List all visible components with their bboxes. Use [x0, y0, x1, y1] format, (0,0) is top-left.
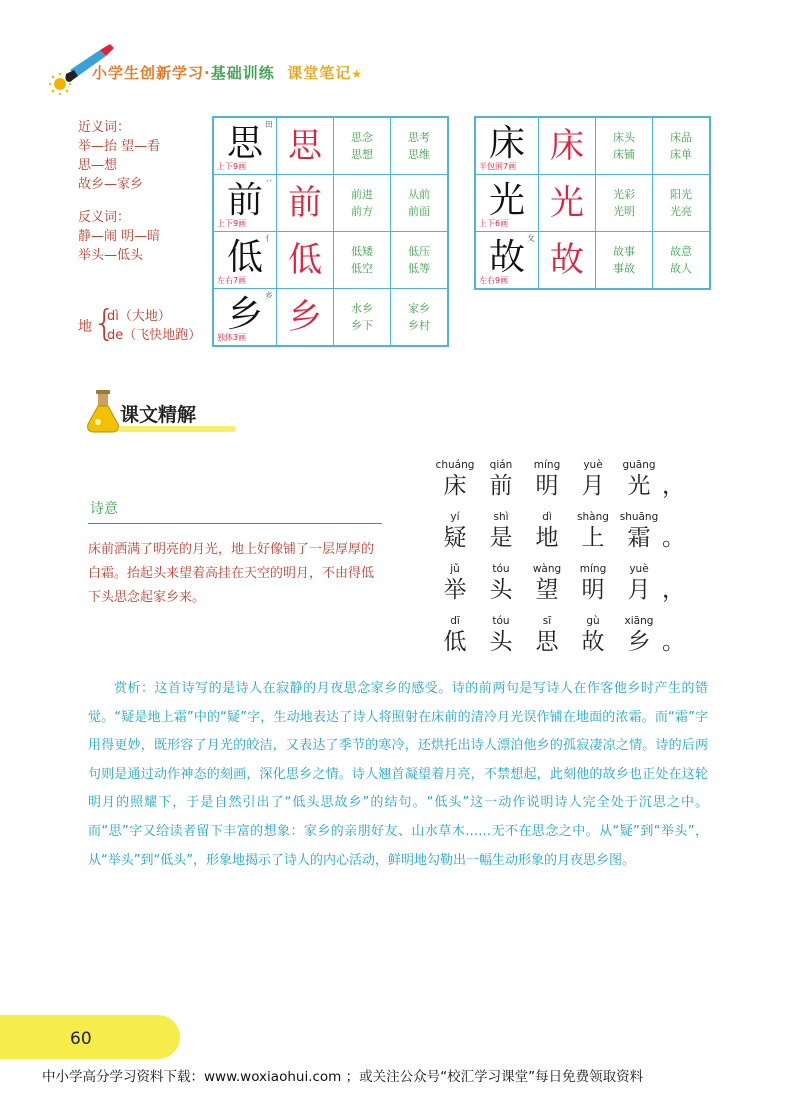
poem-char: 床	[443, 473, 467, 499]
poem-char: 故	[581, 629, 605, 655]
vocab-char: 前	[226, 180, 263, 221]
pinyin: gù	[586, 615, 600, 627]
pinyin: xiāng	[624, 615, 654, 627]
vocab-char: 低	[226, 237, 263, 278]
page-number: 60	[70, 1029, 92, 1049]
vocab-word: 前面	[408, 205, 430, 218]
poem-char: 上	[581, 525, 605, 551]
poem-char: 是	[489, 525, 513, 551]
antonym-line: 静—闹 明—暗	[78, 229, 161, 244]
pinyin: qián	[489, 459, 513, 471]
poem	[432, 458, 686, 666]
radical-mark: 乡	[265, 291, 273, 300]
radical-mark: 田	[265, 120, 273, 129]
vocab-word: 乡下	[351, 319, 373, 332]
section-title: 课文精解	[120, 404, 197, 426]
poem-line	[432, 510, 686, 562]
char-structure: 左右9画	[479, 276, 509, 285]
reading-line: de（飞快地跑）	[107, 328, 202, 343]
char-structure: 左右7画	[217, 276, 247, 285]
vocab-char: 床	[488, 123, 525, 164]
vocab-char: 故	[488, 237, 525, 278]
vocab-word: 思维	[408, 148, 430, 161]
char-structure: 上下9画	[217, 219, 247, 228]
poem-char: 头	[489, 629, 513, 655]
poem-line	[432, 458, 686, 510]
vocab-char-red: 床	[550, 126, 584, 166]
pinyin: shì	[493, 511, 509, 523]
vocab-grid-right	[474, 116, 711, 290]
poem-char: 头	[489, 577, 513, 603]
radical-mark: 丷	[265, 177, 273, 186]
analysis-text: 赏析：这首诗写的是诗人在寂静的月夜思念家乡的感受。诗的前两句是写诗人在作客他乡时产生的错觉。“疑是地上霜”中的“疑”字，生动地表达了诗人将照射在床前的清冷月光误作铺在地面的浓霜。而“霜”字用得更妙，既形容了月光的皎洁，又表达了季节的寒冷，还烘托出诗人漂泊他乡的孤寂凄凉之情。诗的后两句则是通过动作神态的刻画，深化思乡之情。诗人翘首凝望着月亮，不禁想起，此刻他的故乡也正处在这轮明月的照耀下，于是自然引出了“低头思故乡”的结句。“低头”这一动作说明诗人完全处于沉思之中。而“思”字又给读者留下丰富的想象：家乡的亲朋好友、山水草木……无不在思念之中。从“疑”到“举头”，从“举头”到“低头”，形象地揭示了诗人的内心活动，鲜明地勾勒出一幅生动形象的月夜思乡图。	[88, 681, 708, 868]
vocab-word: 思想	[351, 148, 373, 161]
pinyin: dī	[450, 615, 460, 627]
pinyin: wàng	[532, 563, 562, 575]
char-structure: 独体3画	[217, 333, 247, 342]
vocab-word: 光彩	[613, 188, 635, 201]
pinyin: míng	[533, 459, 561, 471]
header-dot: ·	[204, 64, 211, 82]
polyphone-readings	[107, 307, 201, 345]
vocab-word: 从前	[408, 188, 430, 201]
vocab-char-red: 光	[550, 183, 584, 223]
poem-line	[432, 614, 686, 666]
vocab-word: 低空	[351, 262, 373, 275]
vocab-word: 低矮	[351, 245, 373, 258]
pinyin: tóu	[492, 563, 510, 575]
vocab-word: 床品	[670, 131, 692, 144]
flask-icon	[86, 390, 120, 434]
vocab-char-red: 故	[550, 240, 584, 280]
vocab-char: 乡	[226, 294, 263, 335]
pinyin: dì	[542, 511, 552, 523]
header-title-b: 基础训练	[210, 64, 275, 82]
pinyin: yí	[450, 511, 460, 523]
vocab-word: 阳光	[670, 188, 692, 201]
pinyin: yuè	[583, 459, 603, 471]
star-icon: ★	[351, 67, 363, 81]
vocab-word: 故事	[613, 245, 635, 258]
poem-char: 疑	[443, 525, 467, 551]
vocab-row	[214, 232, 448, 289]
header-title-a: 小学生创新学习	[92, 64, 205, 82]
synonyms-title: 近义词：	[78, 120, 131, 135]
vocab-word: 水乡	[351, 302, 373, 315]
vocab-row	[476, 175, 710, 232]
char-structure: 半包围7画	[479, 162, 517, 171]
vocab-row	[476, 118, 710, 175]
vocab-char-red: 乡	[288, 297, 322, 337]
pinyin: shàng	[577, 511, 609, 523]
poem-punct: ，	[662, 473, 685, 499]
vocab-word: 光亮	[670, 205, 692, 218]
pinyin: míng	[579, 563, 607, 575]
vocab-char: 思	[226, 123, 263, 164]
poem-char: 明	[535, 473, 559, 499]
vocab-word: 乡村	[408, 319, 430, 332]
vocab-word: 床单	[670, 148, 692, 161]
synonym-line: 故乡—家乡	[78, 177, 144, 192]
vocab-grid-left	[212, 116, 449, 347]
poem-char: 明	[581, 577, 605, 603]
pinyin: tóu	[492, 615, 510, 627]
vocab-word: 低等	[408, 262, 430, 275]
char-structure: 上下9画	[217, 162, 247, 171]
poem-char: 思	[535, 629, 559, 655]
header-title-c: 课堂笔记	[287, 64, 352, 82]
vocab-word: 床铺	[613, 148, 635, 161]
meaning-divider	[88, 523, 382, 524]
poem-char: 光	[627, 473, 651, 499]
poem-char: 月	[627, 577, 651, 603]
radical-mark: 亻	[265, 234, 273, 243]
reading-line: dì（大地）	[107, 309, 171, 324]
poem-char: 望	[535, 577, 559, 603]
char-structure: 上下6画	[479, 219, 509, 228]
poem-char: 月	[581, 473, 605, 499]
pinyin: guāng	[622, 459, 656, 471]
antonym-line: 举头—低头	[78, 248, 144, 263]
poem-char: 霜	[627, 525, 651, 551]
vocab-char-red: 前	[288, 183, 322, 223]
vocab-word: 家乡	[408, 302, 430, 315]
pinyin: jǔ	[450, 563, 460, 575]
poem-punct: 。	[662, 629, 685, 655]
vocab-char-red: 思	[288, 126, 322, 166]
word-notes	[78, 118, 160, 265]
pinyin: sī	[542, 615, 552, 627]
header-title	[92, 62, 363, 83]
radical-mark: 攵	[527, 234, 535, 243]
vocab-word: 床头	[613, 131, 635, 144]
vocab-word: 故意	[670, 245, 692, 258]
vocab-row	[214, 118, 448, 175]
vocab-word: 前方	[351, 205, 373, 218]
poem-char: 举	[443, 577, 467, 603]
meaning-text: 床前洒满了明亮的月光，地上好像铺了一层厚厚的白霜。抬起头来望着高挂在天空的明月，不由得低下头思念起家乡来。	[88, 542, 375, 605]
vocab-char-red: 低	[288, 240, 322, 280]
vocab-word: 思考	[408, 131, 430, 144]
vocab-row	[476, 232, 710, 289]
vocab-word: 光明	[613, 205, 635, 218]
vocab-word: 思念	[351, 131, 373, 144]
footer-text: 中小学高分学习资料下载：www.woxiaohui.com ；或关注公众号“校汇学习课堂”每日免费领取资料	[42, 1069, 644, 1085]
synonym-line: 思—想	[78, 158, 118, 173]
poem-char: 地	[535, 525, 559, 551]
poem-punct: ，	[662, 577, 685, 603]
pinyin: shuāng	[619, 511, 659, 523]
brace-icon: {	[93, 303, 116, 344]
poem-char: 低	[443, 629, 467, 655]
vocab-char: 光	[488, 180, 525, 221]
vocab-word: 事故	[613, 262, 635, 275]
antonyms-title: 反义词：	[78, 210, 131, 225]
meaning-label: 诗意	[90, 501, 118, 517]
pinyin: chuáng	[435, 459, 475, 471]
vocab-row	[214, 175, 448, 232]
synonym-line: 举—抬 望—看	[78, 139, 161, 154]
poem-line	[432, 562, 686, 614]
vocab-row	[214, 289, 448, 346]
pinyin: yuè	[629, 563, 649, 575]
poem-punct: 。	[662, 525, 685, 551]
polyphone-char: 地	[78, 319, 92, 335]
vocab-word: 故人	[670, 262, 692, 275]
poem-char: 乡	[627, 629, 651, 655]
poem-char: 前	[489, 473, 513, 499]
vocab-word: 前进	[351, 188, 373, 201]
vocab-word: 低压	[408, 245, 430, 258]
